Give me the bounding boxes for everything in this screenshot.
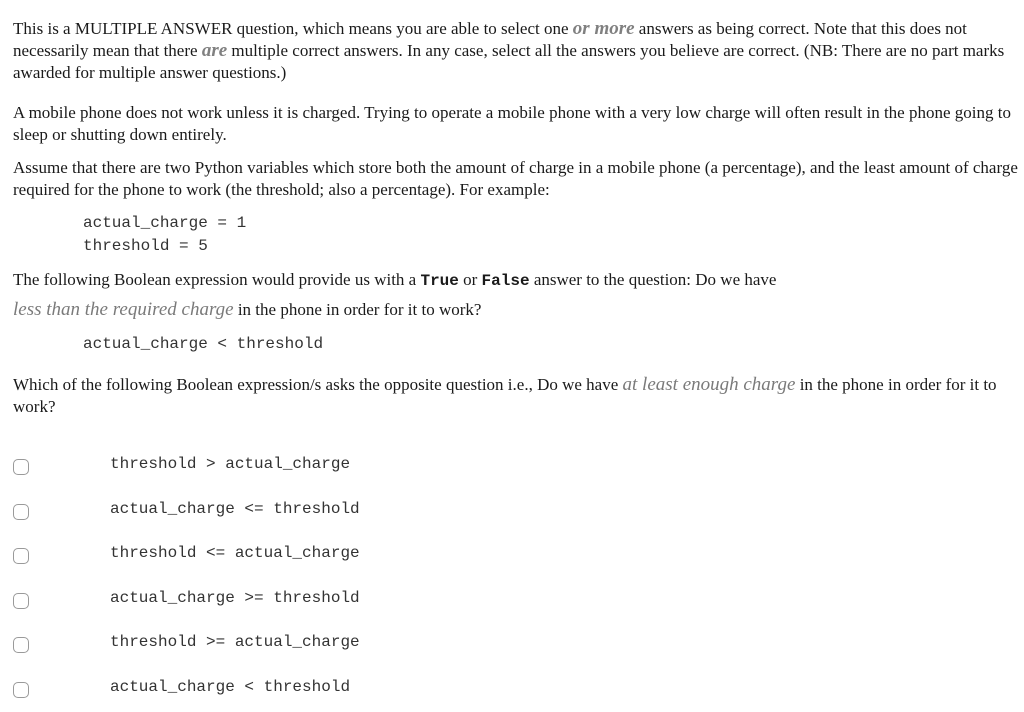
intro-emphasis-or-more: or more (572, 18, 635, 39)
assumption-paragraph: Assume that there are two Python variables which store both the amount of charge in a mobile phone (a percentage), and the least amount of charge required for the phone to work (the threshold; also a percentage). For example: (13, 158, 1018, 199)
answer-option[interactable] (0, 542, 560, 570)
false-keyword: False (481, 272, 530, 290)
answer-option[interactable] (0, 453, 560, 481)
answer-option[interactable] (0, 498, 560, 526)
example-code-line: actual_charge = 1 (83, 214, 247, 232)
para-text: in the phone in order for it to work? (13, 375, 997, 416)
checkbox[interactable] (13, 548, 29, 564)
emphasis-at-least-enough: at least enough charge (622, 374, 796, 395)
intro-text: This is a MULTIPLE ANSWER question, which means you are able to select one (13, 19, 573, 38)
true-keyword: True (420, 272, 459, 290)
para-text: in the phone in order for it to work? (233, 300, 482, 319)
answer-option-label[interactable]: actual_charge < threshold (110, 678, 351, 696)
answer-option[interactable] (0, 676, 560, 704)
question-paragraph (13, 374, 1018, 418)
checkbox[interactable] (13, 504, 29, 520)
emphasis-less-than-required: less than the required charge (13, 299, 234, 320)
boolean-expression: actual_charge < threshold (83, 335, 324, 353)
intro-text: answers as being correct. Note that this does not necessarily mean that there (13, 19, 967, 60)
answer-option-label[interactable]: actual_charge <= threshold (110, 500, 360, 518)
para-text: answer to the question: Do we have (529, 270, 777, 289)
context-paragraph: A mobile phone does not work unless it is charged. Trying to operate a mobile phone with a very low charge will often result in the phone going to sleep or shutting down entirely. (13, 103, 1011, 144)
para-text: Which of the following Boolean expression/s asks the opposite question i.e., Do we have (13, 375, 623, 394)
answer-option-label[interactable]: actual_charge >= threshold (110, 589, 360, 607)
para-text: or (458, 270, 482, 289)
intro-emphasis-are: are (201, 40, 228, 61)
intro-text: multiple correct answers. In any case, select all the answers you believe are correct. (NB: There are no part marks awarded for multiple answer questions.) (13, 41, 1005, 82)
intro-paragraph (13, 18, 1018, 84)
answer-option[interactable] (0, 587, 560, 615)
checkbox[interactable] (13, 682, 29, 698)
example-code-line: threshold = 5 (83, 237, 208, 255)
checkbox[interactable] (13, 459, 29, 475)
para-text: The following Boolean expression would provide us with a (13, 270, 421, 289)
answer-option-label[interactable]: threshold <= actual_charge (110, 544, 360, 562)
answer-option[interactable] (0, 631, 560, 659)
checkbox[interactable] (13, 637, 29, 653)
answer-option-label[interactable]: threshold >= actual_charge (110, 633, 360, 651)
expression-intro-paragraph (13, 269, 1018, 292)
answer-option-label[interactable]: threshold > actual_charge (110, 455, 351, 473)
checkbox[interactable] (13, 593, 29, 609)
expression-intro-paragraph-continued (13, 299, 1018, 321)
